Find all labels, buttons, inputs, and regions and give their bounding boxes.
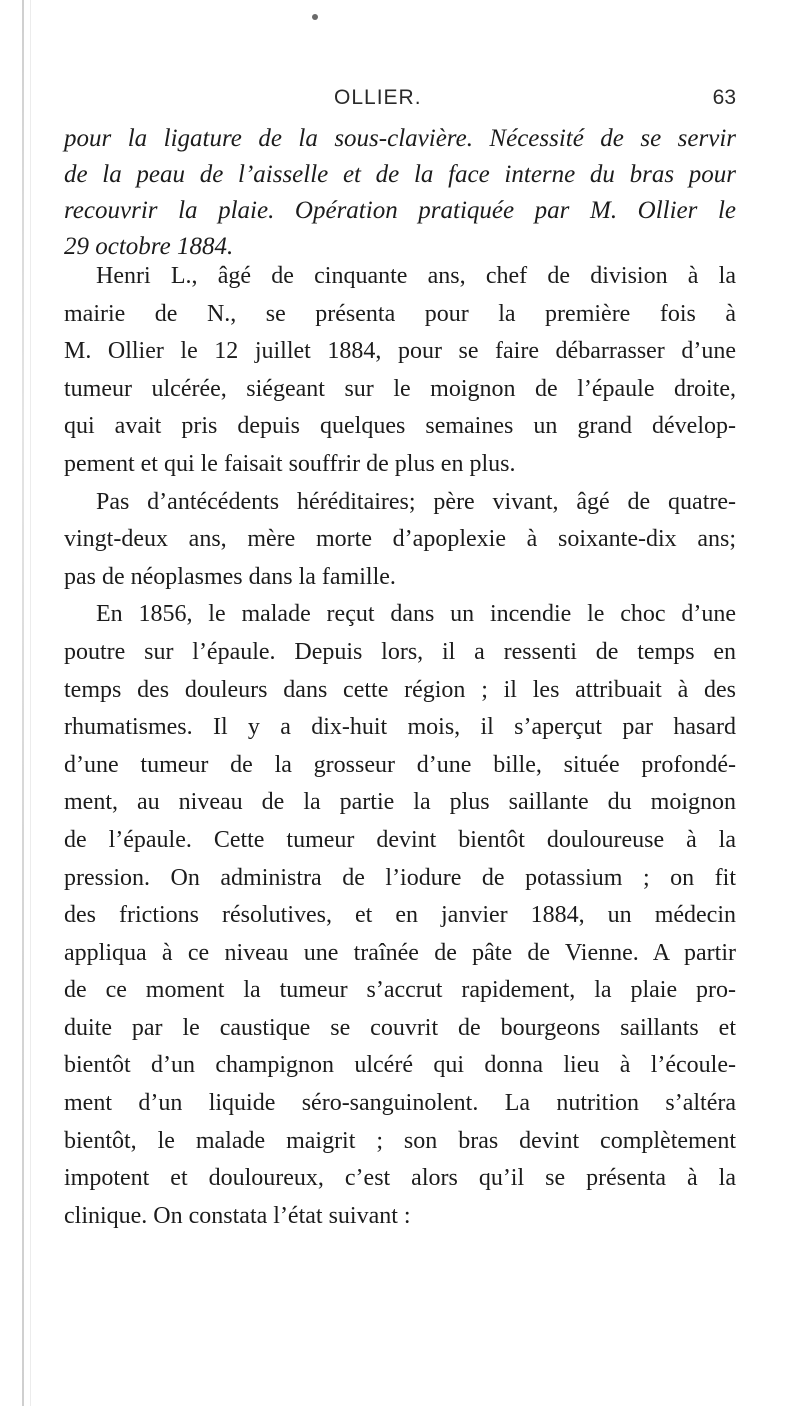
- body-line: mairie de N., se présenta pour la première fois à: [64, 300, 736, 327]
- case-title-line: recouvrir la plaie. Opération pratiquée par M. Ollier le: [64, 197, 736, 224]
- case-title-line: de la peau de l’aisselle et de la face interne du bras pour: [64, 161, 736, 188]
- body-line: En 1856, le malade reçut dans un incendie le choc d’une: [96, 601, 736, 628]
- body-line: clinique. On constata l’état suivant :: [64, 1202, 411, 1229]
- body-line: impotent et douloureux, c’est alors qu’il se présenta à la: [64, 1165, 736, 1192]
- body-line: qui avait pris depuis quelques semaines un grand dévelop-: [64, 413, 736, 440]
- page-binding-edge: [22, 0, 24, 1406]
- page-binding-shadow: [30, 0, 31, 1406]
- body-line: rhumatismes. Il y a dix-huit mois, il s’aperçut par hasard: [64, 714, 736, 741]
- body-line: d’une tumeur de la grosseur d’une bille, située profondé-: [64, 751, 736, 778]
- body-line: pement et qui le faisait souffrir de plus en plus.: [64, 450, 516, 477]
- body-line: ment, au niveau de la partie la plus saillante du moignon: [64, 789, 736, 816]
- body-line: des frictions résolutives, et en janvier 1884, un médecin: [64, 902, 736, 929]
- running-head: OLLIER.: [334, 86, 422, 109]
- body-line: bientôt, le malade maigrit ; son bras devint complètement: [64, 1127, 736, 1154]
- case-title: [64, 121, 736, 265]
- body-line: temps des douleurs dans cette région ; il les attribuait à des: [64, 676, 736, 703]
- body-line: de l’épaule. Cette tumeur devint bientôt douloureuse à la: [64, 826, 736, 853]
- case-body: [64, 258, 736, 1235]
- body-line: M. Ollier le 12 juillet 1884, pour se faire débarrasser d’une: [64, 338, 736, 365]
- print-dot-mark: [312, 14, 318, 20]
- body-line: bientôt d’un champignon ulcéré qui donna lieu à l’écoule-: [64, 1052, 736, 1079]
- page-header: [64, 86, 736, 114]
- body-line: Henri L., âgé de cinquante ans, chef de division à la: [96, 263, 736, 289]
- body-line: vingt-deux ans, mère morte d’apoplexie à soixante-dix ans;: [64, 526, 736, 553]
- body-line: duite par le caustique se couvrit de bourgeons saillants et: [64, 1014, 736, 1041]
- body-line: poutre sur l’épaule. Depuis lors, il a ressenti de temps en: [64, 638, 736, 665]
- page-number: 63: [712, 86, 736, 109]
- body-line: tumeur ulcérée, siégeant sur le moignon de l’épaule droite,: [64, 375, 736, 402]
- case-title-line: 29 octobre 1884.: [64, 233, 234, 260]
- body-line: ment d’un liquide séro-sanguinolent. La nutrition s’altéra: [64, 1090, 736, 1117]
- body-line: appliqua à ce niveau une traînée de pâte de Vienne. A partir: [64, 939, 736, 966]
- body-line: de ce moment la tumeur s’accrut rapidement, la plaie pro-: [64, 977, 736, 1004]
- body-line: Pas d’antécédents héréditaires; père vivant, âgé de quatre-: [96, 488, 736, 515]
- case-title-line: pour la ligature de la sous-clavière. Nécessité de se servir: [64, 125, 736, 152]
- body-line: pression. On administra de l’iodure de potassium ; on fit: [64, 864, 736, 891]
- body-line: pas de néoplasmes dans la famille.: [64, 563, 396, 590]
